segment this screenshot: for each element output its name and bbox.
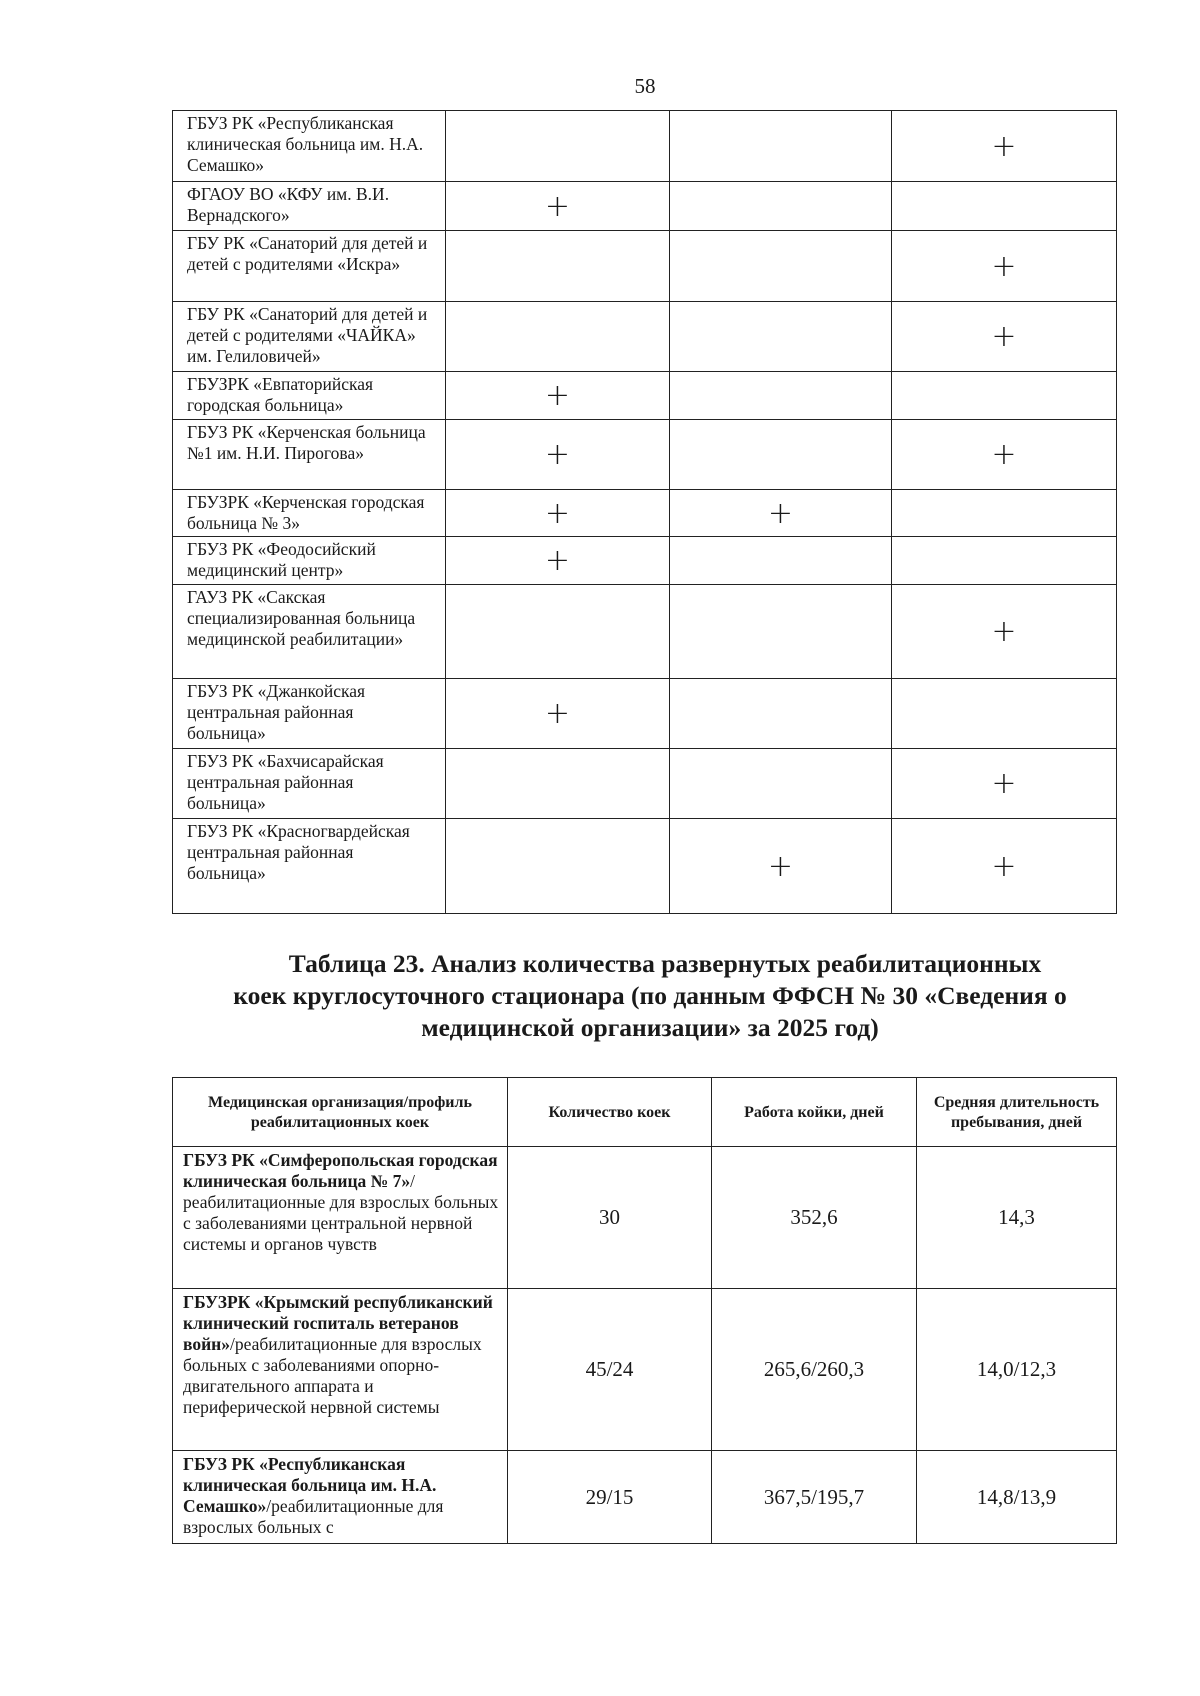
- table-row: [173, 111, 1117, 182]
- facilities-table: [172, 110, 1117, 914]
- work-cell: 367,5/195,7: [712, 1451, 917, 1544]
- avg-cell: 14,3: [917, 1147, 1117, 1289]
- mark-cell: +: [446, 490, 670, 537]
- mark-cell: [892, 182, 1117, 231]
- org-cell: ФГАОУ ВО «КФУ им. В.И. Вернадского»: [173, 182, 446, 231]
- mark-cell: [446, 302, 670, 372]
- org-cell: ГБУЗ РК «Феодосийский медицинский центр»: [173, 537, 446, 585]
- mark-cell: [446, 231, 670, 302]
- org-cell: ГБУЗ РК «Джанкойская центральная районная больница»: [173, 679, 446, 749]
- work-cell: 265,6/260,3: [712, 1289, 917, 1451]
- table-row: [173, 537, 1117, 585]
- org-cell: [173, 1289, 508, 1451]
- mark-cell: +: [446, 182, 670, 231]
- org-cell: ГБУЗ РК «Бахчисарайская центральная районная больница»: [173, 749, 446, 819]
- mark-cell: +: [892, 111, 1117, 182]
- page-number: 58: [634, 74, 656, 98]
- table-row: [173, 490, 1117, 537]
- org-cell: ГБУЗРК «Керченская городская больница № 3»: [173, 490, 446, 537]
- table-row: [173, 749, 1117, 819]
- profile-text: /реабилитационные для взрослых больных с заболеваниями опорно-двигательного аппарата и периферической нервной системы: [183, 1334, 482, 1417]
- mark-cell: [670, 420, 892, 490]
- org-name: ГБУЗ РК «Симферопольская городская клиническая больница № 7»: [183, 1150, 498, 1191]
- table-row: [173, 1451, 1117, 1544]
- table-row: [173, 1289, 1117, 1451]
- mark-cell: [670, 111, 892, 182]
- header-beds: Количество коек: [508, 1078, 712, 1147]
- mark-cell: [446, 585, 670, 679]
- mark-cell: +: [446, 537, 670, 585]
- mark-cell: [670, 679, 892, 749]
- mark-cell: +: [892, 819, 1117, 914]
- rehab-beds-table: [172, 1077, 1117, 1544]
- org-cell: ГБУЗ РК «Керченская больница №1 им. Н.И. Пирогова»: [173, 420, 446, 490]
- caption-line: Таблица 23. Анализ количества развернутых реабилитационных: [288, 949, 1042, 978]
- table-row: [173, 302, 1117, 372]
- mark-cell: [670, 231, 892, 302]
- table-row: [173, 1147, 1117, 1289]
- mark-cell: +: [670, 819, 892, 914]
- table-row: [173, 420, 1117, 490]
- beds-cell: 29/15: [508, 1451, 712, 1544]
- org-cell: ГБУЗ РК «Республиканская клиническая больница им. Н.А. Семашко»: [173, 111, 446, 182]
- header-work: Работа койки, дней: [712, 1078, 917, 1147]
- org-cell: [173, 1147, 508, 1289]
- org-cell: ГБУ РК «Санаторий для детей и детей с родителями «ЧАЙКА» им. Гелиловичей»: [173, 302, 446, 372]
- mark-cell: [892, 537, 1117, 585]
- mark-cell: +: [670, 490, 892, 537]
- beds-cell: 30: [508, 1147, 712, 1289]
- table-caption: [180, 948, 1120, 1044]
- mark-cell: [670, 749, 892, 819]
- mark-cell: +: [446, 372, 670, 420]
- mark-cell: +: [892, 231, 1117, 302]
- mark-cell: +: [892, 749, 1117, 819]
- mark-cell: [446, 819, 670, 914]
- org-cell: ГАУЗ РК «Сакская специализированная больница медицинской реабилитации»: [173, 585, 446, 679]
- table-row: [173, 372, 1117, 420]
- org-cell: [173, 1451, 508, 1544]
- caption-line: медицинской организации» за 2025 год): [421, 1013, 879, 1042]
- mark-cell: [670, 585, 892, 679]
- avg-cell: 14,8/13,9: [917, 1451, 1117, 1544]
- mark-cell: [670, 302, 892, 372]
- table-row: [173, 819, 1117, 914]
- mark-cell: [446, 111, 670, 182]
- table-row: [173, 182, 1117, 231]
- table-row: [173, 231, 1117, 302]
- header-row: [173, 1078, 1117, 1147]
- mark-cell: [892, 490, 1117, 537]
- mark-cell: +: [892, 302, 1117, 372]
- profile-text: /реабилитационные для взрослых больных с заболеваниями центральной нервной системы и органов чувств: [183, 1171, 499, 1254]
- profile-text: /реабилитационные для взрослых больных с: [183, 1496, 444, 1537]
- mark-cell: +: [446, 420, 670, 490]
- org-name: ГБУЗРК «Крымский республиканский клинический госпиталь ветеранов войн»: [183, 1292, 493, 1354]
- avg-cell: 14,0/12,3: [917, 1289, 1117, 1451]
- org-cell: ГБУ РК «Санаторий для детей и детей с родителями «Искра»: [173, 231, 446, 302]
- caption-line: коек круглосуточного стационара (по данным ФФСН № 30 «Сведения о: [233, 981, 1067, 1010]
- org-cell: ГБУЗРК «Евпаторийская городская больница»: [173, 372, 446, 420]
- header-org: Медицинская организация/профиль реабилитационных коек: [173, 1078, 508, 1147]
- mark-cell: +: [892, 420, 1117, 490]
- header-avg: Средняя длительность пребывания, дней: [917, 1078, 1117, 1147]
- work-cell: 352,6: [712, 1147, 917, 1289]
- mark-cell: +: [892, 585, 1117, 679]
- org-cell: ГБУЗ РК «Красногвардейская центральная районная больница»: [173, 819, 446, 914]
- mark-cell: [670, 372, 892, 420]
- mark-cell: [892, 679, 1117, 749]
- table-row: [173, 679, 1117, 749]
- org-name: ГБУЗ РК «Республиканская клиническая больница им. Н.А. Семашко»: [183, 1454, 437, 1516]
- beds-cell: 45/24: [508, 1289, 712, 1451]
- mark-cell: [446, 749, 670, 819]
- mark-cell: +: [446, 679, 670, 749]
- mark-cell: [670, 537, 892, 585]
- table-row: [173, 585, 1117, 679]
- mark-cell: [670, 182, 892, 231]
- mark-cell: [892, 372, 1117, 420]
